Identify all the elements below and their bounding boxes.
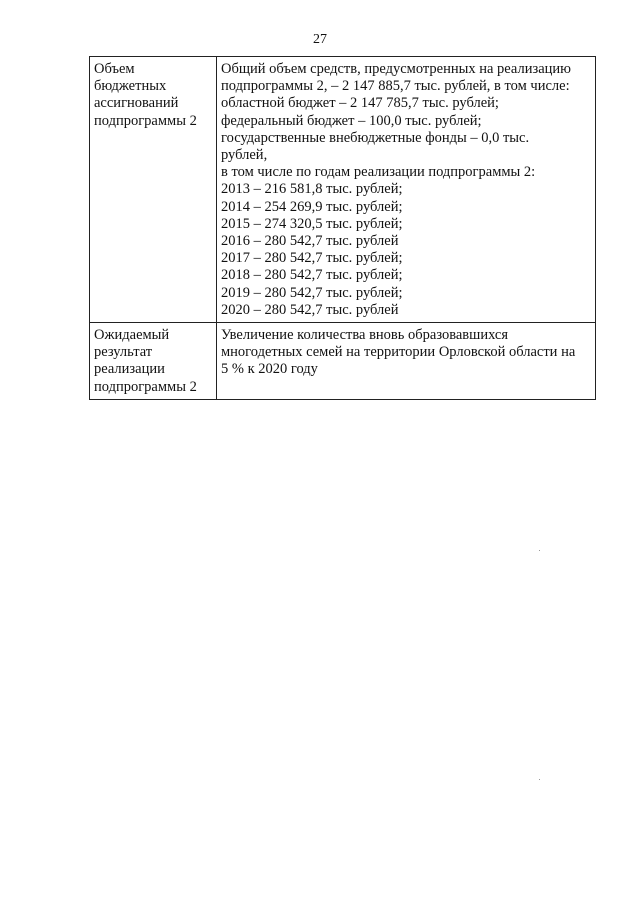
- expected-result-line: многодетных семей на территории Орловской области на: [221, 344, 576, 361]
- scan-speck: [539, 550, 540, 551]
- budget-total-line: Общий объем средств, предусмотренных на реализацию: [221, 61, 571, 77]
- year-amount-line: 2020 – 280 542,7 тыс. рублей: [221, 301, 399, 318]
- subprogram-passport-table: [89, 56, 596, 400]
- budget-label-line: бюджетных: [94, 78, 167, 95]
- regional-budget-line: областной бюджет – 2 147 785,7 тыс. рублей;: [221, 95, 499, 112]
- budget-label-line: подпрограммы 2: [94, 112, 197, 129]
- expected-result-line: 5 % к 2020 году: [221, 361, 318, 378]
- year-amount-line: 2015 – 274 320,5 тыс. рублей;: [221, 215, 403, 232]
- budget-label-line: Объем: [94, 61, 135, 77]
- year-amount-line: 2017 – 280 542,7 тыс. рублей;: [221, 250, 403, 267]
- expected-result-label-line: результат: [94, 344, 153, 361]
- budget-label-cell: [90, 57, 217, 323]
- by-years-heading: в том числе по годам реализации подпрограммы 2:: [221, 164, 536, 181]
- scan-speck: [539, 779, 540, 780]
- table-row-budget: [90, 57, 596, 323]
- year-amount-line: 2018 – 280 542,7 тыс. рублей;: [221, 267, 403, 284]
- budget-total-line: подпрограммы 2, – 2 147 885,7 тыс. рублей, в том числе:: [221, 78, 570, 95]
- budget-content-cell: [217, 57, 596, 323]
- year-amount-line: 2016 – 280 542,7 тыс. рублей: [221, 233, 399, 250]
- budget-label-line: ассигнований: [94, 95, 179, 112]
- expected-result-content-cell: [217, 323, 596, 400]
- offbudget-funds-line: рублей,: [221, 147, 268, 164]
- table-row-expected-result: [90, 323, 596, 400]
- expected-result-label-line: Ожидаемый: [94, 327, 170, 344]
- page-number: 27: [313, 32, 327, 47]
- year-amount-line: 2014 – 254 269,9 тыс. рублей;: [221, 198, 403, 215]
- federal-budget-line: федеральный бюджет – 100,0 тыс. рублей;: [221, 112, 482, 129]
- expected-result-line: Увеличение количества вновь образовавшихся: [221, 327, 509, 344]
- year-amount-line: 2019 – 280 542,7 тыс. рублей;: [221, 284, 403, 301]
- expected-result-label-cell: [90, 323, 217, 400]
- year-amount-line: 2013 – 216 581,8 тыс. рублей;: [221, 181, 403, 198]
- offbudget-funds-line: государственные внебюджетные фонды – 0,0 тыс.: [221, 129, 530, 146]
- expected-result-label-line: подпрограммы 2: [94, 378, 197, 395]
- expected-result-label-line: реализации: [94, 361, 165, 378]
